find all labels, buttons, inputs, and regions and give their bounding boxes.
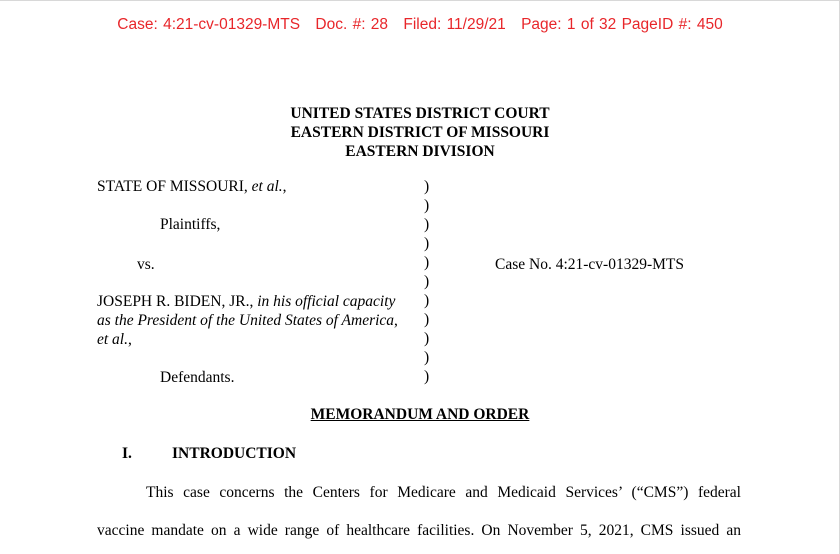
page-top-border: [0, 0, 840, 1]
caption-paren: ): [424, 254, 430, 271]
caption-paren: ): [424, 330, 430, 347]
court-line-1: UNITED STATES DISTRICT COURT: [290, 105, 550, 122]
caption-paren: ): [424, 349, 430, 366]
caption-paren: ): [424, 178, 430, 195]
defendant-capacity-2: as the President of the United States of America: [97, 312, 395, 329]
court-line-3: EASTERN DIVISION: [345, 143, 495, 160]
caption-paren: ): [424, 235, 430, 252]
plaintiff-name: [97, 178, 287, 196]
caption-paren: ): [424, 216, 430, 233]
header-filed-date: Filed: 11/29/21: [403, 16, 506, 33]
section-number: I.: [122, 445, 132, 462]
plaintiffs-label: Plaintiffs,: [160, 216, 221, 233]
header-doc-number: Doc. #: 28: [315, 16, 389, 33]
caption-paren: ): [424, 368, 430, 385]
case-number: Case No. 4:21-cv-01329-MTS: [495, 256, 684, 273]
memorandum-title: MEMORANDUM AND ORDER: [310, 406, 530, 423]
defendant-etal: et al.: [97, 331, 128, 348]
defendant-etal-line: [97, 331, 132, 349]
body-paragraph-line-2: vaccine mandate on a wide range of healthcare facilities. On November 5, 2021, CMS issued an: [97, 522, 741, 539]
defendant-name: [97, 293, 395, 311]
defendants-label: Defendants.: [160, 369, 235, 386]
plaintiff-comma: ,: [282, 178, 287, 195]
caption-paren: ): [424, 197, 430, 214]
defendant-capacity-1: in his official capacity: [257, 293, 396, 310]
body-paragraph-line-1: This case concerns the Centers for Medicare and Medicaid Services’ (“CMS”) federal: [146, 484, 741, 501]
plaintiff-etal: et al.: [251, 178, 283, 195]
plaintiff-name-text: STATE OF MISSOURI,: [97, 178, 252, 195]
header-page-info: Page: 1 of 32 PageID #: 450: [521, 16, 723, 33]
caption-paren: ): [424, 273, 430, 290]
defendant-etal-comma: ,: [128, 331, 132, 348]
versus-label: vs.: [137, 256, 155, 273]
section-heading: INTRODUCTION: [172, 445, 297, 462]
caption-paren: ): [424, 311, 430, 328]
defendant-capacity-line: [97, 312, 398, 330]
court-heading: [0, 104, 840, 161]
defendant-name-text: JOSEPH R. BIDEN, JR.,: [97, 293, 258, 310]
court-line-2: EASTERN DISTRICT OF MISSOURI: [290, 124, 550, 141]
header-case-number: Case: 4:21-cv-01329-MTS: [117, 16, 301, 33]
defendant-comma: ,: [394, 312, 398, 329]
filing-header: [0, 16, 840, 34]
caption-paren: ): [424, 292, 430, 309]
